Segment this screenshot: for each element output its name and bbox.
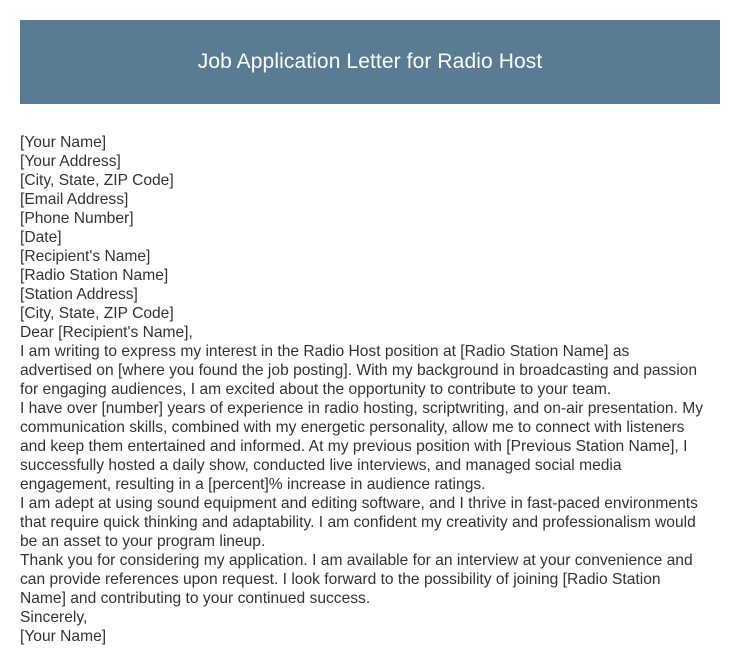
recipient-address: [Station Address] — [20, 286, 138, 303]
page-title: Job Application Letter for Radio Host — [197, 50, 543, 73]
paragraph-closing — [20, 551, 724, 608]
paragraph-line: that require quick thinking and adaptability. I am confident my creativity and professionalism would — [20, 514, 696, 531]
letter-body — [20, 133, 724, 646]
paragraph-line: advertised on [where you found the job posting]. With my background in broadcasting and passion — [20, 362, 698, 379]
header-banner — [20, 20, 720, 104]
paragraph-line: I have over [number] years of experience in radio hosting, scriptwriting, and on-air presentation. My — [20, 400, 704, 417]
salutation: Dear [Recipient's Name], — [20, 324, 193, 341]
sender-name: [Your Name] — [20, 134, 107, 151]
paragraph-experience — [20, 399, 724, 494]
signature-name: [Your Name] — [20, 628, 107, 645]
paragraph-intro — [20, 342, 724, 399]
paragraph-skills — [20, 494, 724, 551]
paragraph-line: Thank you for considering my application. I am available for an interview at your convenience and — [20, 552, 693, 569]
paragraph-line: successfully hosted a daily show, conducted live interviews, and managed social media — [20, 457, 622, 474]
sender-address: [Your Address] — [20, 153, 121, 170]
paragraph-line: communication skills, combined with my energetic personality, allow me to connect with listeners — [20, 419, 685, 436]
recipient-station: [Radio Station Name] — [20, 267, 169, 284]
paragraph-line: and keep them entertained and informed. At my previous position with [Previous Station Name], I — [20, 438, 688, 455]
sender-city-state-zip: [City, State, ZIP Code] — [20, 172, 174, 189]
sender-email: [Email Address] — [20, 191, 129, 208]
sender-block — [20, 133, 724, 247]
sender-phone: [Phone Number] — [20, 210, 134, 227]
recipient-name: [Recipient's Name] — [20, 248, 151, 265]
paragraph-line: for engaging audiences, I am excited about the opportunity to contribute to your team. — [20, 381, 612, 398]
paragraph-line: can provide references upon request. I look forward to the possibility of joining [Radio Station — [20, 571, 661, 588]
paragraph-line: I am writing to express my interest in the Radio Host position at [Radio Station Name] as — [20, 343, 630, 360]
paragraph-line: Name] and contributing to your continued success. — [20, 590, 371, 607]
closing: Sincerely, — [20, 609, 88, 626]
letter-date: [Date] — [20, 229, 62, 246]
paragraph-line: I am adept at using sound equipment and editing software, and I thrive in fast-paced environments — [20, 495, 698, 512]
paragraph-line: engagement, resulting in a [percent]% increase in audience ratings. — [20, 476, 486, 493]
paragraph-line: be an asset to your program lineup. — [20, 533, 266, 550]
recipient-block — [20, 247, 724, 323]
recipient-city-state-zip: [City, State, ZIP Code] — [20, 305, 174, 322]
